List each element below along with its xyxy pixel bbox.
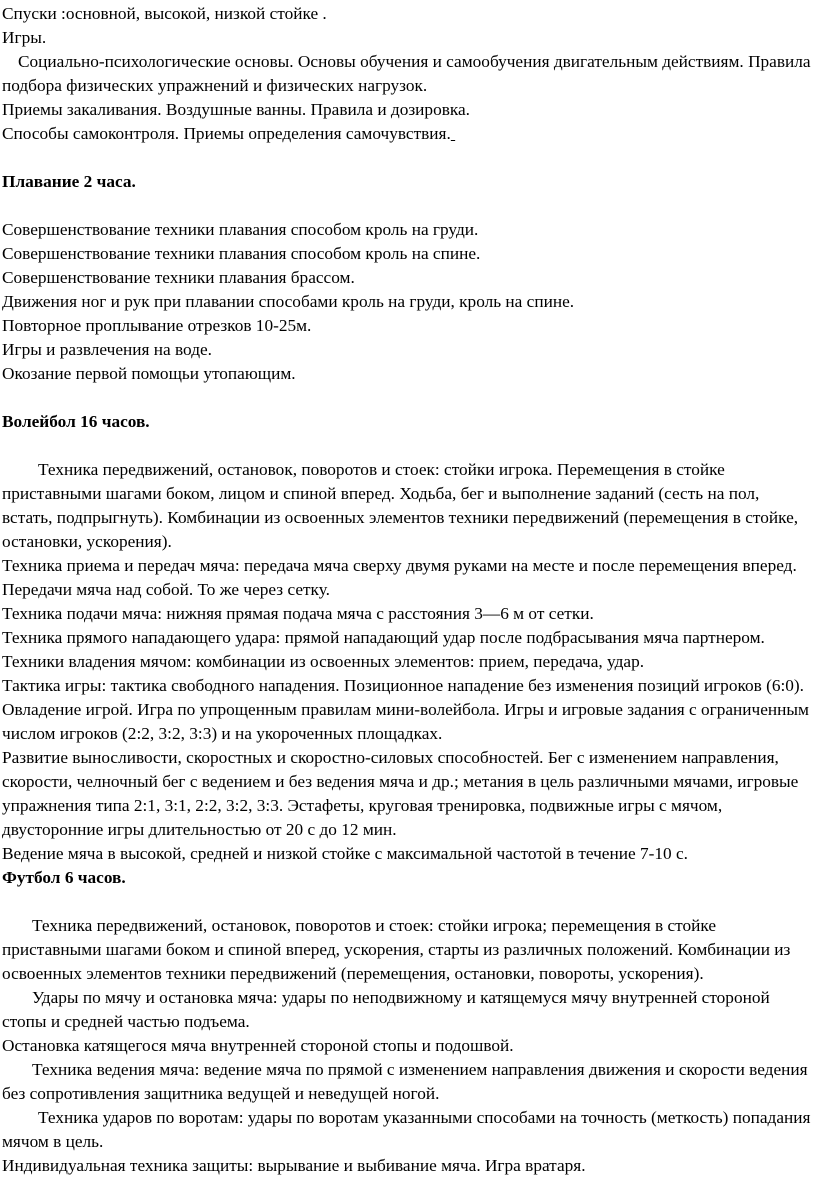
section-title-volleyball: Волейбол 16 часов. xyxy=(2,412,150,431)
football-paragraph-dribbling: Техника ведения мяча: ведение мяча по прямой с изменением направления движения и скорости ведения без сопротивления защитника ведущей и неведущей ногой. xyxy=(2,1060,808,1103)
football-paragraph-movement: Техника передвижений, остановок, поворотов и стоек: стойки игрока; перемещения в стойке приставными шагами боком и спиной вперед, ускорения, старты из различных положений. Комбинации из освоенных элементов техники передвижений (перемещения, остановки, повороты, ускорения). xyxy=(2,916,791,983)
volleyball-paragraph-dribbling: Ведение мяча в высокой, средней и низкой стойке с максимальной частотой в течение 7-10 с. xyxy=(2,844,688,863)
spacer xyxy=(2,890,812,914)
volleyball-paragraph-ball-control: Техники владения мячом: комбинации из освоенных элементов: прием, передача, удар. xyxy=(2,652,645,671)
intro-paragraph-descents: Спуски :основной, высокой, низкой стойке . xyxy=(2,4,327,23)
football-paragraph-kicks: Удары по мячу и остановка мяча: удары по неподвижному и катящемуся мячу внутренней стороной стопы и средней частью подъема. xyxy=(2,988,770,1031)
volleyball-paragraph-tactics: Тактика игры: тактика свободного нападения. Позиционное нападение без изменения позиций игроков (6:0). xyxy=(2,676,805,695)
swimming-item: Совершенствование техники плавания способом кроль на спине. xyxy=(2,244,481,263)
underline-mark xyxy=(451,124,455,143)
spacer xyxy=(2,194,812,218)
football-paragraph-defense: Индивидуальная техника защиты: вырывание и выбивание мяча. Игра вратаря. xyxy=(2,1156,586,1175)
swimming-item: Игры и развлечения на воде. xyxy=(2,340,212,359)
swimming-item: Движения ног и рук при плавании способами кроль на груди, кроль на спине. xyxy=(2,292,575,311)
volleyball-paragraph-serve: Техника подачи мяча: нижняя прямая подача мяча с расстояния 3—6 м от сетки. xyxy=(2,604,594,623)
swimming-item: Окозание первой помощьи утопающим. xyxy=(2,364,296,383)
spacer xyxy=(2,386,812,410)
swimming-item: Повторное проплывание отрезков 10-25м. xyxy=(2,316,312,335)
intro-paragraph-games: Игры. xyxy=(2,28,47,47)
volleyball-paragraph-movement: Техника передвижений, остановок, поворотов и стоек: стойки игрока. Перемещения в стойке приставными шагами боком, лицом и спиной вперед. Ходьба, бег и выполнение заданий (сесть на пол, встать, подпрыгнуть). Комбинации из освоенных элементов техники передвижений (перемещения в стойке, остановки, ускорения). xyxy=(2,460,799,551)
swimming-item: Совершенствование техники плавания способом кроль на груди. xyxy=(2,220,479,239)
volleyball-paragraph-attack: Техника прямого нападающего удара: прямой нападающий удар после подбрасывания мяча партнером. xyxy=(2,628,765,647)
swimming-item: Совершенствование техники плавания брассом. xyxy=(2,268,355,287)
football-paragraph-shots: Техника ударов по воротам: удары по воротам указанными способами на точность (меткость) попадания мячом в цель. xyxy=(2,1108,811,1151)
intro-paragraph-self-control xyxy=(2,122,812,146)
volleyball-paragraph-game: Овладение игрой. Игра по упрощенным правилам мини-волейбола. Игры и игровые задания с ограниченным числом игроков (2:2, 3:2, 3:3) и на укороченных площадках. xyxy=(2,700,809,743)
spacer xyxy=(2,146,812,170)
intro-self-control-text: Способы самоконтроля. Приемы определения самочувствия. xyxy=(2,124,451,143)
football-paragraph-stopping: Остановка катящегося мяча внутренней стороной стопы и подошвой. xyxy=(2,1036,514,1055)
volleyball-paragraph-passing: Техника приема и передач мяча: передача мяча сверху двумя руками на месте и после перемещения вперед. Передачи мяча над собой. То же через сетку. xyxy=(2,556,797,599)
volleyball-paragraph-endurance: Развитие выносливости, скоростных и скоростно-силовых способностей. Бег с изменением направления, скорости, челночный бег с ведением и без ведения мяча и др.; метания в цель различными мячами, игровые упражнения типа 2:1, 3:1, 2:2, 3:2, 3:3. Эстафеты, круговая тренировка, подвижные игры с мячом, двусторонние игры длительностью от 20 с до 12 мин. xyxy=(2,748,799,839)
intro-paragraph-socio-psych: Социально-психологические основы. Основы обучения и самообучения двигательным действиям. Правила подбора физических упражнений и физических нагрузок. xyxy=(2,52,811,95)
section-title-football: Футбол 6 часов. xyxy=(2,868,126,887)
spacer xyxy=(2,434,812,458)
section-title-swimming: Плавание 2 часа. xyxy=(2,172,136,191)
intro-paragraph-hardening: Приемы закаливания. Воздушные ванны. Правила и дозировка. xyxy=(2,100,470,119)
